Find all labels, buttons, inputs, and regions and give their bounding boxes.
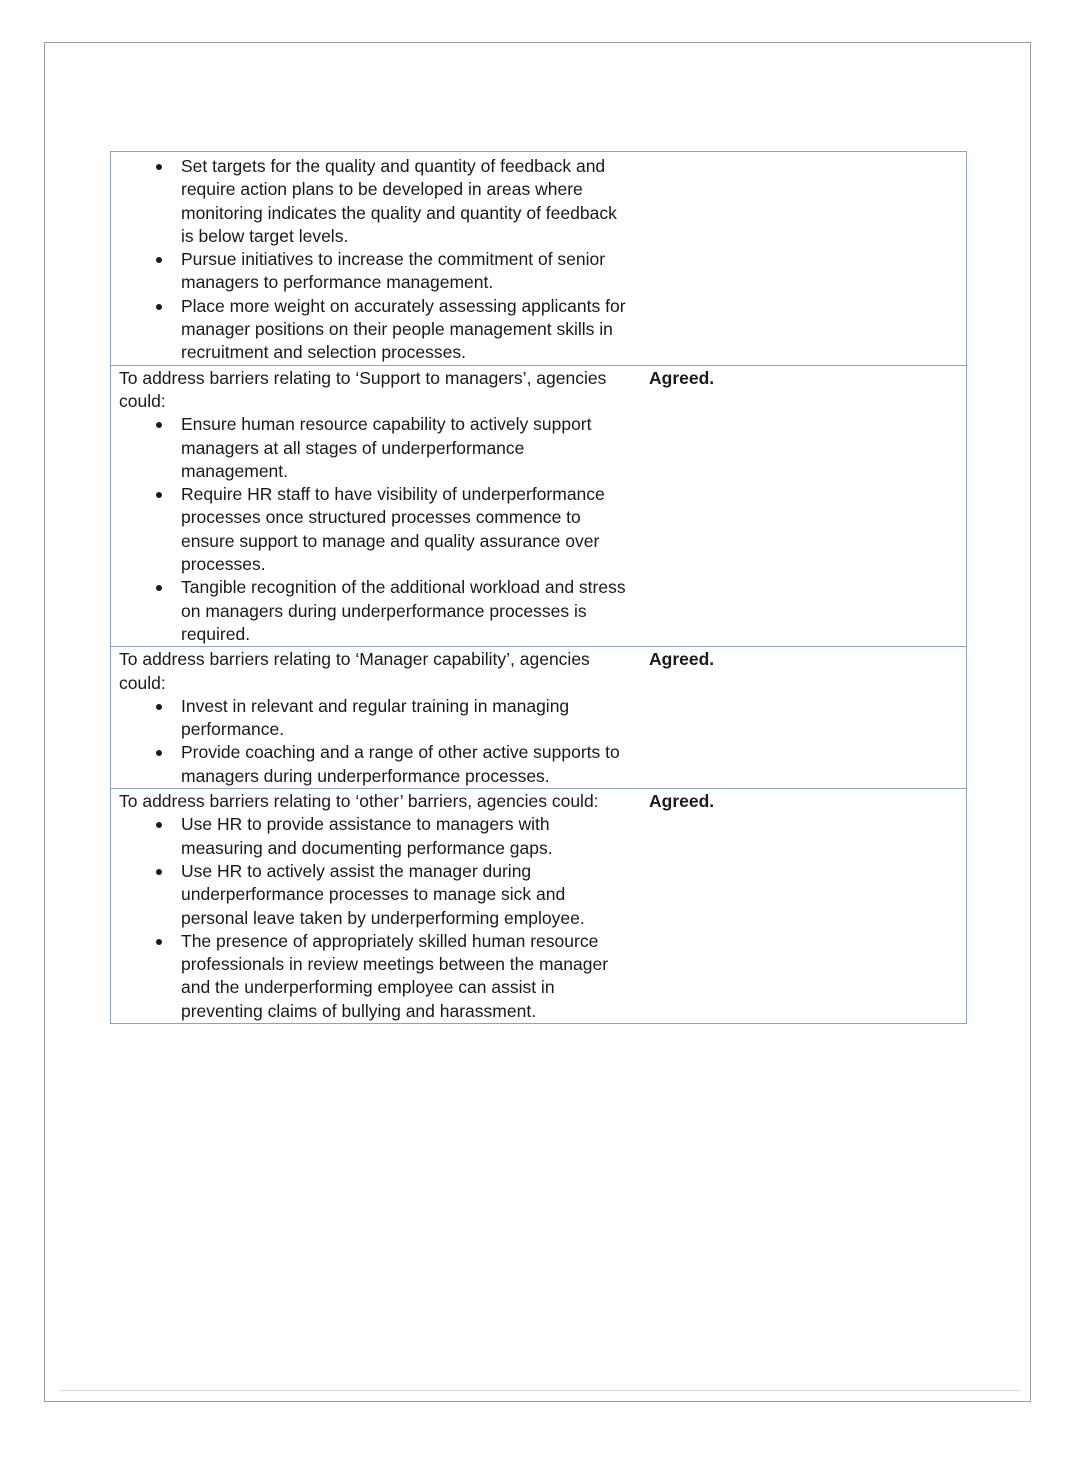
response-cell: Agreed.: [635, 647, 967, 789]
row-intro: To address barriers relating to ‘Manager capability’, agencies could:: [119, 649, 590, 693]
list-item: The presence of appropriately skilled human resource professionals in review meetings between the manager and the underperforming employee can assist in preventing claims of bullying and harassment.: [119, 930, 631, 1023]
table-row: [111, 789, 967, 1024]
list-item: Tangible recognition of the additional workload and stress on managers during underperformance processes is required.: [119, 576, 631, 646]
list-item: Use HR to provide assistance to managers with measuring and documenting performance gaps.: [119, 813, 631, 860]
list-item: Place more weight on accurately assessing applicants for manager positions on their people management skills in recruitment and selection processes.: [119, 295, 631, 365]
list-item: Use HR to actively assist the manager during underperformance processes to manage sick and personal leave taken by underperforming employee.: [119, 860, 631, 930]
bullet-list: [119, 695, 631, 788]
row-intro: To address barriers relating to ‘other’ barriers, agencies could:: [119, 791, 599, 812]
list-item: Invest in relevant and regular training in managing performance.: [119, 695, 631, 742]
row-intro: To address barriers relating to ‘Support to managers’, agencies could:: [119, 367, 607, 411]
table-row: [111, 365, 967, 647]
bullet-list: [119, 813, 631, 1023]
table-row: [111, 647, 967, 789]
list-item: Set targets for the quality and quantity of feedback and require action plans to be developed in areas where monitoring indicates the quality and quantity of feedback is below target levels.: [119, 155, 631, 248]
list-item: Pursue initiatives to increase the commitment of senior managers to performance management.: [119, 248, 631, 295]
table-row: [111, 152, 967, 366]
list-item: Provide coaching and a range of other active supports to managers during underperformance processes.: [119, 741, 631, 788]
bullet-list: [119, 413, 631, 646]
recommendation-cell: [111, 365, 636, 647]
list-item: Ensure human resource capability to actively support managers at all stages of underperformance management.: [119, 413, 631, 483]
list-item: Require HR staff to have visibility of underperformance processes once structured processes commence to ensure support to manage and quality assurance over processes.: [119, 483, 631, 576]
bottom-rule: [60, 1390, 1020, 1391]
recommendations-table: [110, 151, 967, 1024]
recommendation-cell: [111, 789, 636, 1024]
response-cell: Agreed.: [635, 365, 967, 647]
recommendation-cell: [111, 647, 636, 789]
bullet-list: [119, 155, 631, 365]
response-cell: Agreed.: [635, 789, 967, 1024]
response-cell: [635, 152, 967, 366]
recommendation-cell: [111, 152, 636, 366]
